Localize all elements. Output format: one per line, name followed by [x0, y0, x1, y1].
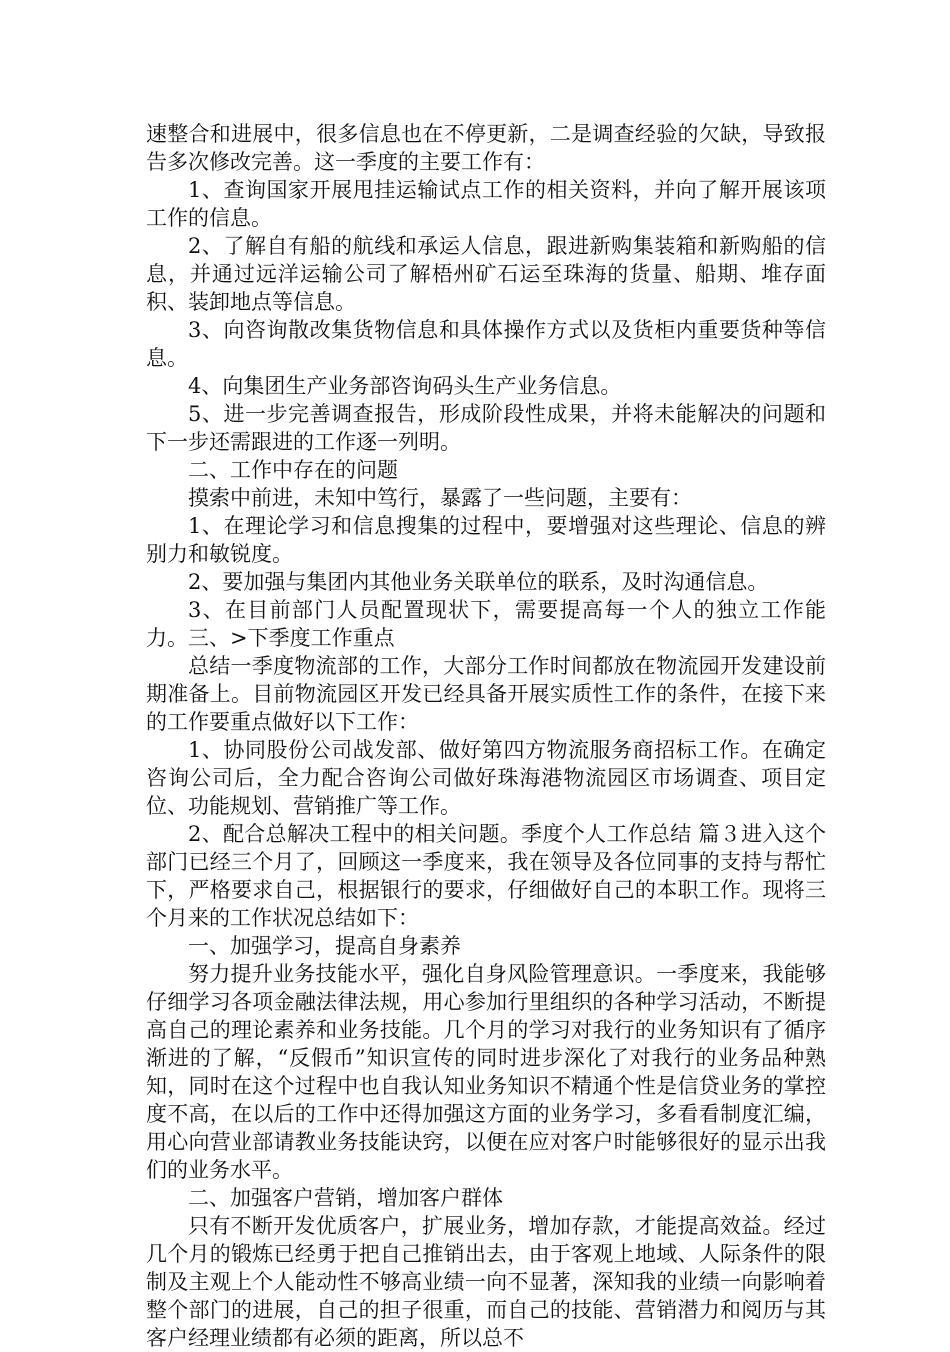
- document-paragraph: 摸索中前进，未知中笃行，暴露了一些问题，主要有：: [188, 486, 692, 510]
- document-paragraph: 1、在理论学习和信息搜集的过程中，要增强对这些理论、信息的辨别力和敏锐度。: [146, 514, 826, 566]
- document-paragraph: 5、进一步完善调查报告，形成阶段性成果，并将未能解决的问题和下一步还需跟进的工作逐一列明。: [146, 402, 826, 454]
- document-paragraph: 二、工作中存在的问题: [188, 458, 398, 482]
- document-body: [146, 120, 826, 1352]
- document-paragraph: 1、协同股份公司战发部、做好第四方物流服务商招标工作。在确定咨询公司后，全力配合咨询公司做好珠海港物流园区市场调查、项目定位、功能规划、营销推广等工作。: [146, 738, 826, 818]
- document-paragraph: 一、加强学习，提高自身素养: [188, 934, 461, 958]
- document-paragraph: 速整合和进展中，很多信息也在不停更新，二是调查经验的欠缺，导致报告多次修改完善。这一季度的主要工作有：: [146, 122, 826, 174]
- document-paragraph: 3、向咨询散改集货物信息和具体操作方式以及货柜内重要货种等信息。: [146, 318, 826, 370]
- document-paragraph: 2、了解自有船的航线和承运人信息，跟进新购集装箱和新购船的信息，并通过远洋运输公司了解梧州矿石运至珠海的货量、船期、堆存面积、装卸地点等信息。: [146, 234, 826, 314]
- document-paragraph: 3、在目前部门人员配置现状下，需要提高每一个人的独立工作能力。三、>下季度工作重点: [146, 598, 826, 650]
- document-paragraph: 1、查询国家开展甩挂运输试点工作的相关资料，并向了解开展该项工作的信息。: [146, 178, 826, 230]
- document-paragraph: 2、要加强与集团内其他业务关联单位的联系，及时沟通信息。: [188, 570, 769, 594]
- document-paragraph: 总结一季度物流部的工作，大部分工作时间都放在物流园开发建设前期准备上。目前物流园区开发已经具备开展实质性工作的条件，在接下来的工作要重点做好以下工作：: [146, 654, 826, 734]
- document-paragraph: 2、配合总解决工程中的相关问题。季度个人工作总结 篇３进入这个部门已经三个月了，回顾这一季度来，我在领导及各位同事的支持与帮忙下，严格要求自己，根据银行的要求，仔细做好自己的本职工作。现将三个月来的工作状况总结如下：: [146, 822, 826, 930]
- document-paragraph: 努力提升业务技能水平，强化自身风险管理意识。一季度来，我能够仔细学习各项金融法律法规，用心参加行里组织的各种学习活动，不断提高自己的理论素养和业务技能。几个月的学习对我行的业务知识有了循序渐进的了解，“反假币”知识宣传的同时进步深化了对我行的业务品种熟知，同时在这个过程中也自我认知业务知识不精通个性是信贷业务的掌控度不高，在以后的工作中还得加强这方面的业务学习，多看看制度汇编，用心向营业部请教业务技能诀窍，以便在应对客户时能够很好的显示出我们的业务水平。: [146, 962, 826, 1182]
- document-paragraph: 只有不断开发优质客户，扩展业务，增加存款，才能提高效益。经过几个月的锻炼已经勇于把自己推销出去，由于客观上地域、人际条件的限制及主观上个人能动性不够高业绩一向不显著，深知我的业绩一向影响着整个部门的进展，自己的担子很重，而自己的技能、营销潜力和阅历与其客户经理业绩都有必须的距离，所以总不: [146, 1214, 826, 1350]
- document-paragraph: 4、向集团生产业务部咨询码头生产业务信息。: [188, 374, 622, 398]
- document-paragraph: 二、加强客户营销，增加客户群体: [188, 1186, 503, 1210]
